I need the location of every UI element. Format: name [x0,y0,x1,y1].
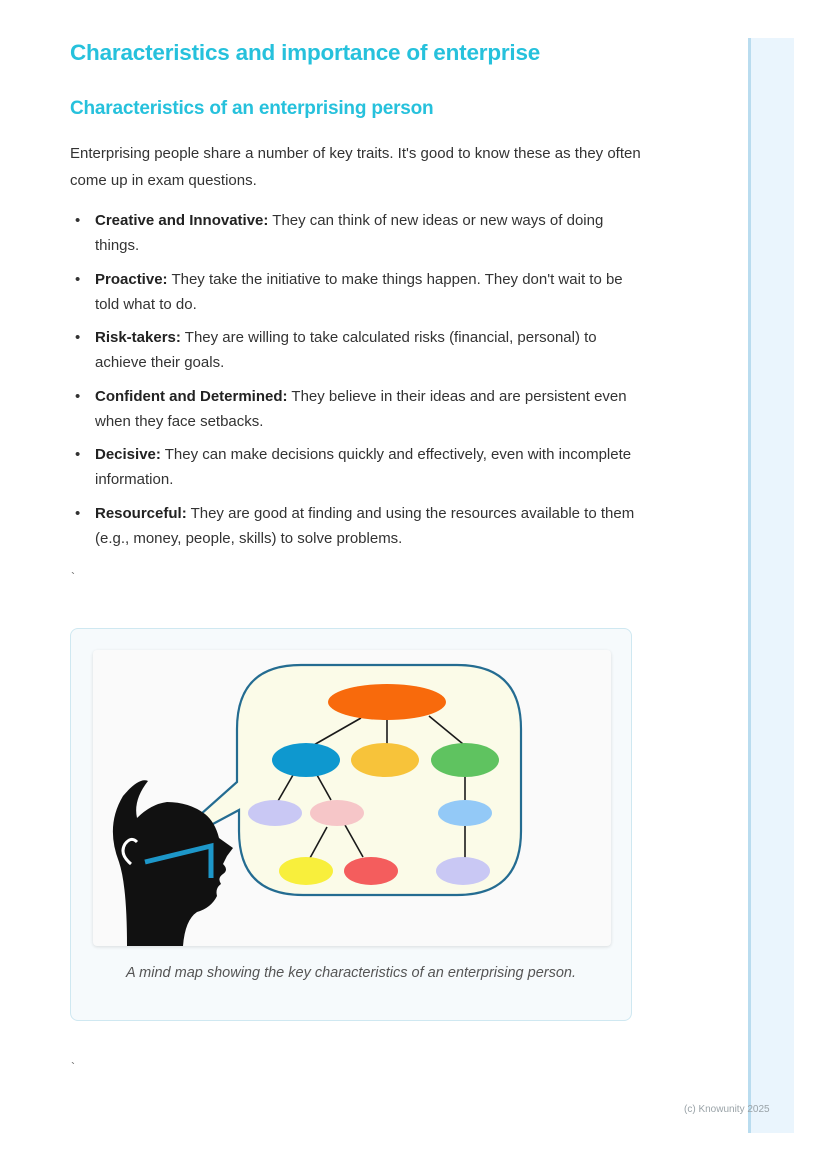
list-item [70,325,650,375]
bullet-icon: • [75,504,81,522]
trait-term: Proactive: [95,270,168,288]
trait-term: Risk-takers: [95,329,181,346]
node-blue [272,743,340,777]
figure-card [70,628,632,1021]
page-title: Characteristics and importance of enterprise [70,40,541,65]
list-item [70,267,650,317]
figure-caption: A mind map showing the key characteristics of an enterprising person. [126,965,576,981]
stray-mark: ` [71,570,75,584]
trait-text: They are willing to take calculated risks (financial, personal) to achieve their goals. [95,329,597,371]
trait-term: Creative and Innovative: [95,212,269,229]
mind-map-image [93,650,611,946]
list-item [70,442,650,492]
stray-mark: ` [71,1060,75,1074]
node-lavender-bottom [436,857,490,885]
traits-list [70,208,650,559]
trait-term: Confident and Determined: [95,387,288,405]
bullet-icon: • [75,329,81,346]
section-heading: Characteristics of an enterprising person [70,98,434,119]
node-pink [310,800,364,826]
node-light-blue [438,800,492,826]
node-red [344,857,398,885]
node-lavender [248,800,302,826]
list-item [70,501,650,551]
mind-map-illustration [93,650,611,946]
trait-text: They believe in their ideas and are persistent even when they face setbacks. [95,387,627,430]
bullet-icon: • [75,387,81,405]
trait-text: They can make decisions quickly and effectively, even with incomplete information. [95,446,632,488]
bullet-icon: • [75,446,81,463]
intro-paragraph: Enterprising people share a number of key traits. It's good to know these as they often come up in exam questions. [70,145,641,189]
bullet-icon: • [75,212,81,229]
trait-term: Decisive: [95,446,161,463]
copyright-footer: (c) Knowunity 2025 [684,1104,770,1115]
list-item [70,208,650,258]
right-margin-panel [748,38,794,1133]
root-node [328,684,446,720]
trait-text: They take the initiative to make things happen. They don't wait to be told what to do. [95,270,623,313]
trait-text: They are good at finding and using the resources available to them (e.g., money, people, skills) to solve problems. [95,504,635,547]
bullet-icon: • [75,270,81,288]
trait-term: Resourceful: [95,504,187,522]
node-bright-yellow [279,857,333,885]
list-item [70,384,650,434]
node-green [431,743,499,777]
trait-text: They can think of new ideas or new ways of doing things. [95,212,604,254]
node-yellow [351,743,419,777]
